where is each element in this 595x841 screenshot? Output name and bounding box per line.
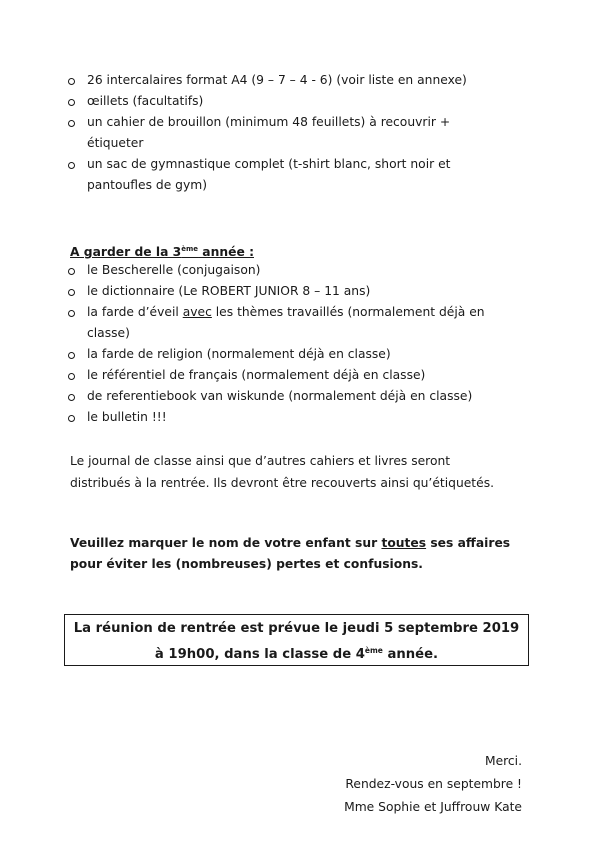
list-item — [68, 386, 518, 407]
list-item-text: la farde d’éveil — [87, 305, 183, 319]
list-item-text: de referentiebook van wiskunde (normalement déjà en classe) — [87, 389, 473, 403]
circle-bullet-icon — [68, 120, 75, 127]
circle-bullet-icon — [68, 352, 75, 359]
list-item-text: 26 intercalaires format A4 (9 – 7 – 4 - 6) (voir liste en annexe) — [87, 73, 467, 87]
circle-bullet-icon — [68, 415, 75, 422]
list-item — [68, 407, 518, 428]
underlined-word: toutes — [381, 536, 427, 550]
list-item — [68, 70, 508, 91]
list-item — [68, 260, 518, 281]
list-item-continuation: classe) — [87, 326, 130, 340]
name-notice-paragraph: Veuillez marquer le nom de votre enfant sur toutes ses affaires pour éviter les (nombreuses) pertes et confusions. — [70, 536, 511, 571]
signoff — [344, 750, 522, 819]
thanks-line: Merci. — [484, 754, 522, 768]
list-item — [68, 154, 508, 196]
list-item-text: un cahier de brouillon (minimum 48 feuillets) à recouvrir + — [87, 115, 451, 129]
signature-names: Mme Sophie et Juffrouw Kate — [344, 800, 522, 814]
list-item-text: la farde de religion (normalement déjà en classe) — [87, 347, 391, 361]
list-item-text: un sac de gymnastique complet (t-shirt blanc, short noir et — [87, 157, 451, 171]
circle-bullet-icon — [68, 289, 75, 296]
circle-bullet-icon — [68, 310, 75, 317]
journal-paragraph: Le journal de classe ainsi que d’autres cahiers et livres seront distribués à la rentrée. Ils devront être recouverts ainsi qu’étiquetés. — [70, 454, 495, 490]
list-item — [68, 281, 518, 302]
list-item-text: le Bescherelle (conjugaison) — [87, 263, 261, 277]
circle-bullet-icon — [68, 268, 75, 275]
keep-items-list — [68, 260, 518, 428]
circle-bullet-icon — [68, 99, 75, 106]
list-item-text: le dictionnaire (Le ROBERT JUNIOR 8 – 11 ans) — [87, 284, 371, 298]
list-item — [68, 365, 518, 386]
list-item-continuation: étiqueter — [87, 136, 144, 150]
circle-bullet-icon — [68, 394, 75, 401]
circle-bullet-icon — [68, 78, 75, 85]
list-item — [68, 112, 508, 154]
list-item-text: le référentiel de français (normalement déjà en classe) — [87, 368, 426, 382]
list-item-continuation: pantoufles de gym) — [87, 178, 208, 192]
supplies-list — [68, 70, 508, 196]
list-item-text: le bulletin !!! — [87, 410, 167, 424]
rendezvous-line: Rendez-vous en septembre ! — [345, 777, 522, 791]
circle-bullet-icon — [68, 373, 75, 380]
meeting-announcement-box: La réunion de rentrée est prévue le jeudi 5 septembre 2019 à 19h00, dans la classe de 4ème année. — [64, 614, 529, 666]
circle-bullet-icon — [68, 162, 75, 169]
underlined-word: avec — [182, 305, 212, 319]
list-item-text: œillets (facultatifs) — [87, 94, 204, 108]
list-item — [68, 344, 518, 365]
keep-from-year3-heading: A garder de la 3ème année : — [70, 245, 254, 259]
list-item: la farde d’éveil avec les thèmes travaillés (normalement déjà en classe) — [68, 302, 518, 344]
list-item — [68, 91, 508, 112]
